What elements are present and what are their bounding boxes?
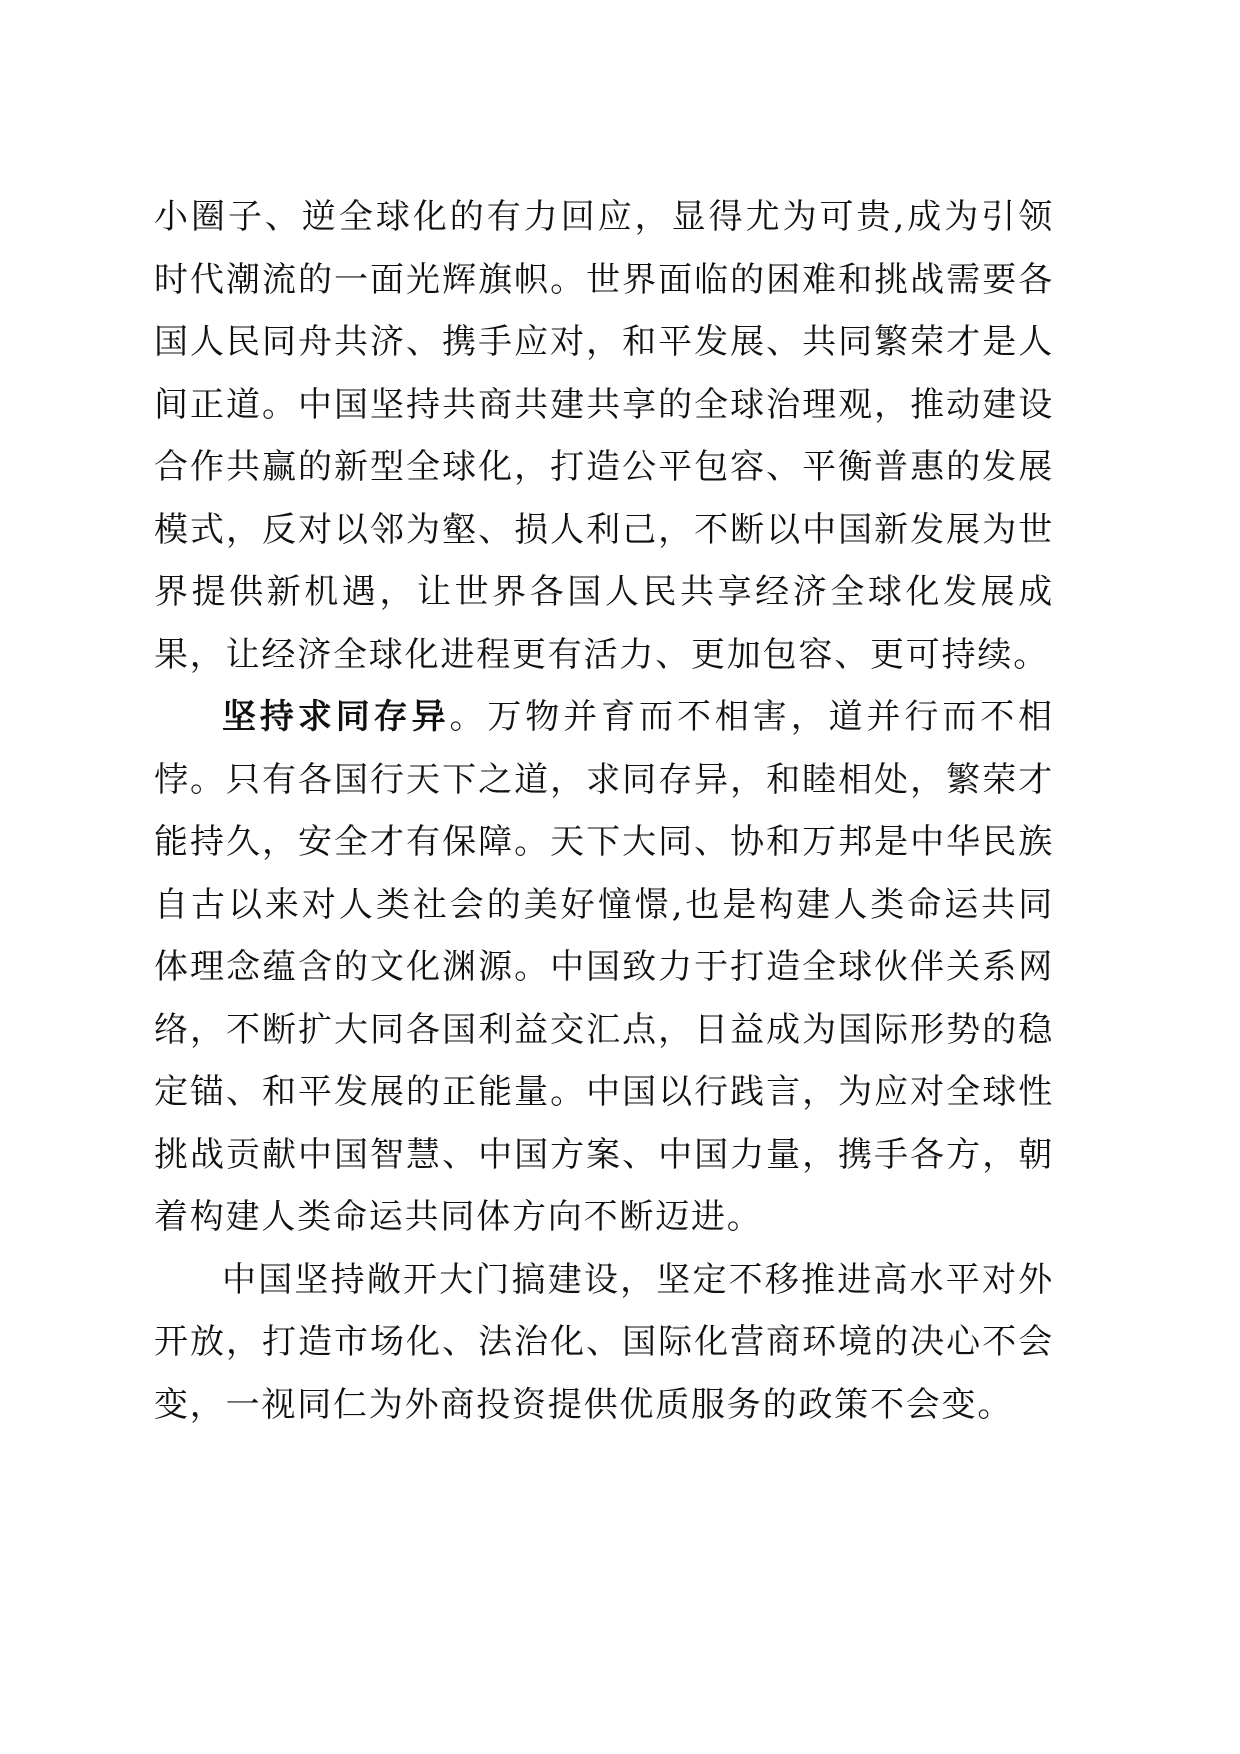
paragraph-text: 中国坚持敞开大门搞建设，坚定不移推进高水平对外开放，打造市场化、法治化、国际化营商环境的决心不会变，一视同仁为外商投资提供优质服务的政策不会变。 — [154, 1259, 1054, 1425]
document-body — [154, 186, 1054, 1436]
paragraph-opening-up — [154, 1249, 1054, 1437]
paragraph-continuation — [154, 186, 1054, 686]
paragraph-heading: 坚持求同存异 — [222, 697, 450, 737]
paragraph-text: 小圈子、逆全球化的有力回应，显得尤为可贵,成为引领时代潮流的一面光辉旗帜。世界面临的困难和挑战需要各国人民同舟共济、携手应对，和平发展、共同繁荣才是人间正道。中国坚持共商共建共享的全球治理观，推动建设合作共赢的新型全球化，打造公平包容、平衡普惠的发展模式，反对以邻为壑、损人利己，不断以中国新发展为世界提供新机遇，让世界各国人民共享经济全球化发展成果，让经济全球化进程更有活力、更加包容、更可持续。 — [154, 197, 1054, 675]
paragraph-text: 。万物并育而不相害，道并行而不相悖。只有各国行天下之道，求同存异，和睦相处，繁荣才能持久，安全才有保障。天下大同、协和万邦是中华民族自古以来对人类社会的美好憧憬,也是构建人类命运共同体理念蕴含的文化渊源。中国致力于打造全球伙伴关系网络，不断扩大同各国利益交汇点，日益成为国际形势的稳定锚、和平发展的正能量。中国以行践言，为应对全球性挑战贡献中国智慧、中国方案、中国力量，携手各方，朝着构建人类命运共同体方向不断迈进。 — [154, 697, 1054, 1237]
paragraph-seek-common-ground — [154, 686, 1054, 1249]
